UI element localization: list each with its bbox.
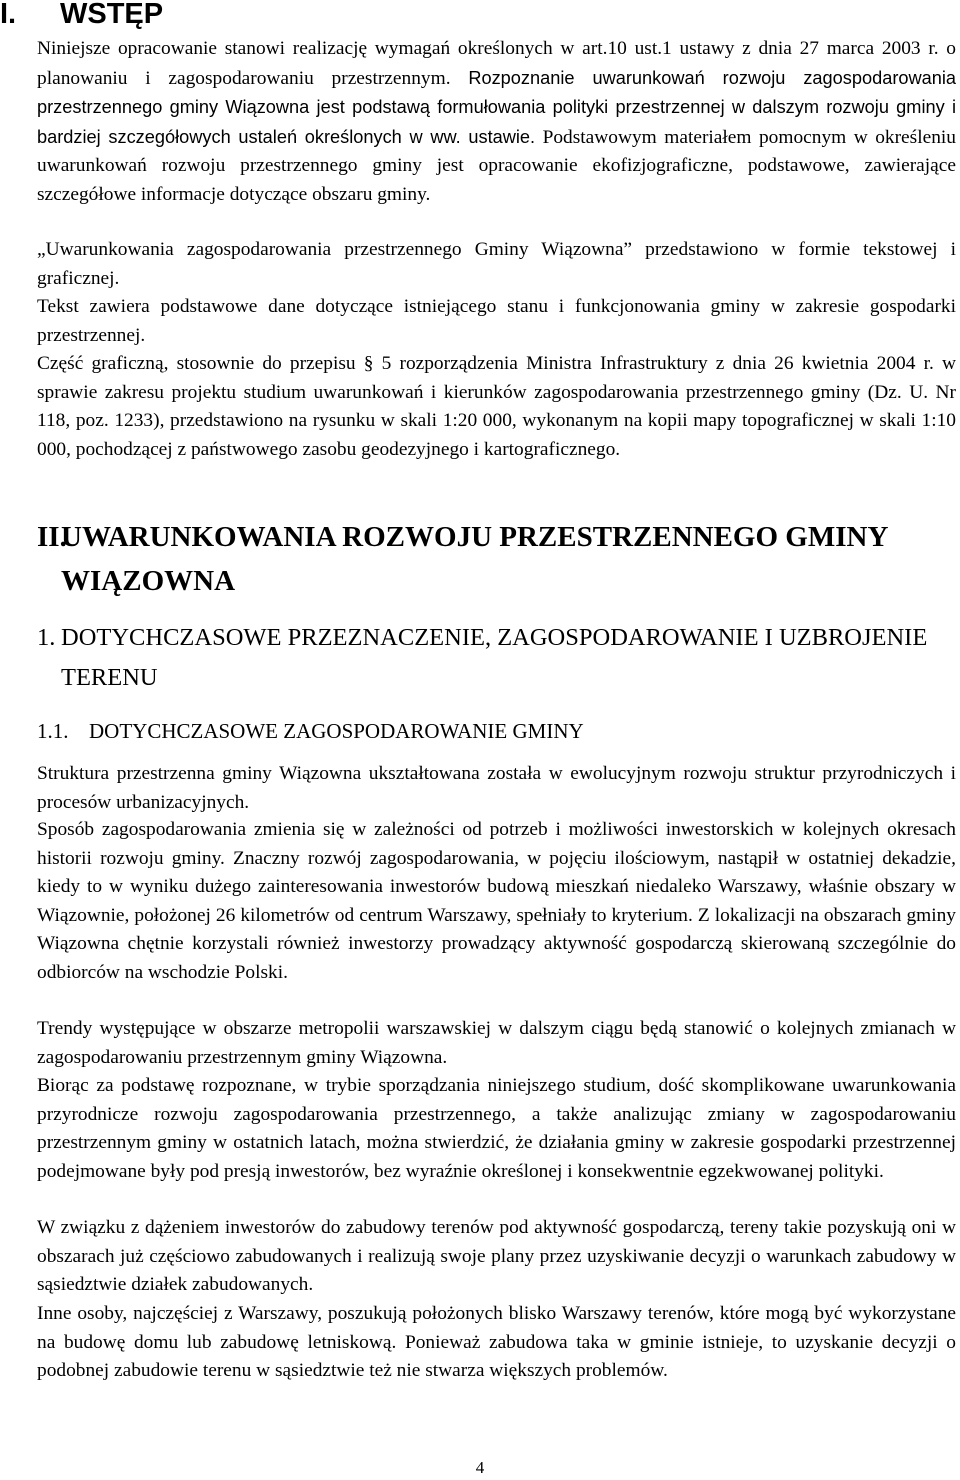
body-paragraph-4: Biorąc za podstawę rozpoznane, w trybie sporządzania niniejszego studium, dość skomplikowane uwarunkowania przyrodnicze rozwoju zagospodarowania przestrzennego, a także analizując zmiany w zagospodarowaniu przestrzennym gminy w ostatnich latach, można stwierdzić, że działania gminy w zakresie gospodarki przestrzennej podejmowane były pod presją inwestorów, bez wyraźnie określonej i konsekwentnie egzekwowanej polityki. [37, 1075, 956, 1182]
subsection-number: 1.1. [37, 719, 69, 743]
intro-paragraph [37, 35, 956, 210]
body-paragraph-5: W związku z dążeniem inwestorów do zabudowy terenów pod aktywność gospodarczą, tereny takie pozyskują oni w obszarach już częściowo zabudowanych i realizują swoje plany przez uzyskiwanie decyzji o warunkach zabudowy w sąsiedztwie działek zabudowanych. [37, 1217, 956, 1296]
page-number: 4 [475, 1458, 485, 1477]
intro-paragraph-3: Tekst zawiera podstawowe dane dotyczące istniejącego stanu i funkcjonowania gminy w zakresie gospodarki przestrzennej. [37, 296, 956, 346]
subsection-title: DOTYCHCZASOWE PRZEZNACZENIE, ZAGOSPODAROWANIE I UZBROJENIE TERENU [61, 624, 928, 691]
intro-sans-sentence: Rozpoznanie uwarunkowań rozwoju zagospodarowania przestrzennego gminy Wiązowna jest podstawą formułowania polityki przestrzennej w dalszym rozwoju gminy i bardziej szczegółowych ustaleń określonych w ww. ustawie. [37, 67, 957, 147]
section-number: I. [0, 0, 17, 30]
section-heading-wstep [0, 0, 163, 34]
intro-serif-sentence: Podstawowym materiałem pomocnym w określeniu uwarunkowań rozwoju przestrzennego gminy jest opracowanie ekofizjograficzne, podstawowe, zawierające szczegółowe informacje dotyczące obszaru gminy. [37, 126, 956, 205]
section-heading-uwarunkowania [37, 515, 921, 603]
subsection-heading-1 [37, 618, 941, 698]
body-paragraph-2: Sposób zagospodarowania zmienia się w zależności od potrzeb i możliwości inwestorskich w kolejnych okresach historii rozwoju gminy. Znaczny rozwój zagospodarowania, w pojęciu ilościowym, nastąpił w ostatniej dekadzie, kiedy to w wyniku dużego zainteresowania inwestorów budową mieszkań niedaleko Warszawy, właśnie obszary w Wiązownie, położonej 26 kilometrów od centrum Warszawy, spełniały to kryterium. Z lokalizacji na obszarach gminy Wiązowna chętnie korzystali również inwestorzy prowadzący aktywność gospodarczą skierowaną szczególnie do odbiorców na wschodzie Polski. [37, 819, 956, 983]
subsection-heading-1-1 [37, 716, 584, 746]
intro-paragraph-4: Część graficzną, stosownie do przepisu § 5 rozporządzenia Ministra Infrastruktury z dnia 26 kwietnia 2004 r. w sprawie zakresu projektu studium uwarunkowań i kierunków zagospodarowania przestrzennego gminy (Dz. U. Nr 118, poz. 1233), przedstawiono na rysunku w skali 1:20 000, wykonanym na kopii mapy topograficznej w skali 1:10 000, pochodzącej z państwowego zasobu geodezyjnego i kartograficznego. [37, 353, 956, 460]
body-paragraph-3: Trendy występujące w obszarze metropolii warszawskiej w dalszym ciągu będą stanowić o kolejnych zmianach w zagospodarowaniu przestrzennym gminy Wiązowna. [37, 1018, 956, 1068]
subsection-number: 1. [37, 624, 56, 651]
section-title: WSTĘP [60, 0, 164, 30]
section-number: II. [37, 521, 67, 553]
intro-sentence-1: Niniejsze opracowanie stanowi realizację wymagań określonych w art.10 ust.1 ustawy z dnia 27 marca 2003 r. o planowaniu i zagospodarowaniu przestrzennym. [37, 38, 956, 89]
intro-paragraph-2: „Uwarunkowania zagospodarowania przestrzennego Gminy Wiązowna” przedstawiono w formie tekstowej i graficznej. [37, 239, 956, 289]
body-paragraph-1: Struktura przestrzenna gminy Wiązowna ukształtowana została w ewolucyjnym rozwoju struktur przyrodniczych i procesów urbanizacyjnych. [37, 763, 956, 813]
body-paragraph-6: Inne osoby, najczęściej z Warszawy, poszukują położonych blisko Warszawy terenów, które mogą być wykorzystane na budowę domu lub zabudowę letniskową. Ponieważ zabudowa taka w gminie istnieje, to uzyskanie decyzji o podobnej zabudowie terenu w sąsiedztwie też nie stwarza większych problemów. [37, 1303, 956, 1382]
section-title: UWARUNKOWANIA ROZWOJU PRZESTRZENNEGO GMINY WIĄZOWNA [61, 521, 888, 597]
subsection-title: DOTYCHCZASOWE ZAGOSPODAROWANIE GMINY [89, 719, 584, 743]
